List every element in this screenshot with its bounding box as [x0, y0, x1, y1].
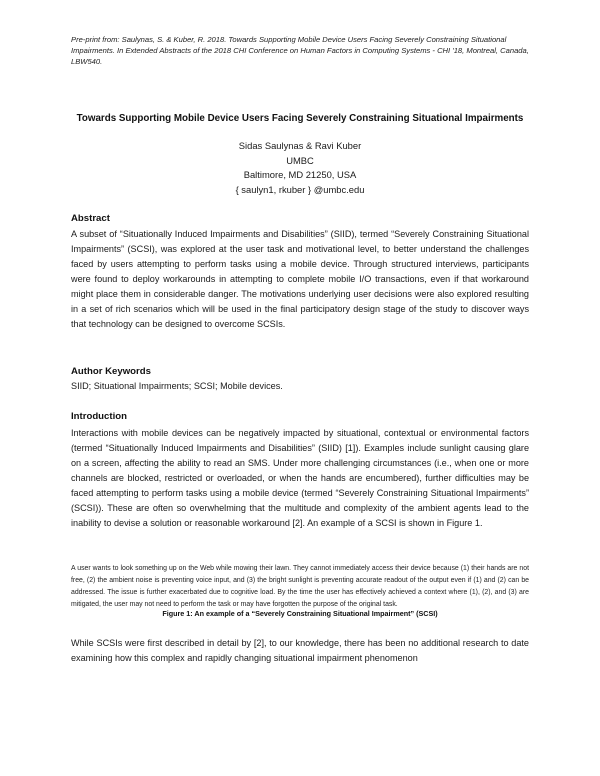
author-block — [0, 139, 600, 197]
introduction-paragraph-1: Interactions with mobile devices can be negatively impacted by situational, contextual or environmental factors (termed “Situationally Induced Impairments and Disabilities” (SIID) [1]). Examples include sunlight causing glare on a screen, affecting the ability to read an SMS. Under more challenging circumstances (i.e., when one or more channels are blocked, restricted or overloaded, or when the hands are encumbered), further difficulties may be faced attempting to perform tasks using a mobile device (termed “Severely Constraining Situational Impairments” (SCSI)). These are often so overwhelming that the multitude and complexity of the ambient agents lead to the inability to devise a solution or reasonable workaround [2]. An example of a SCSI is shown in Figure 1. — [71, 428, 529, 528]
author-location: Baltimore, MD 21250, USA — [243, 169, 357, 180]
introduction-paragraph-2: While SCSIs were first described in detail by [2], to our knowledge, there has been no additional research to date examining how this complex and rapidly changing situational impairment phenomenon — [71, 638, 529, 663]
paper-title: Towards Supporting Mobile Device Users Facing Severely Constraining Situational Impairments — [76, 113, 524, 124]
keywords-text: SIID; Situational Impairments; SCSI; Mobile devices. — [71, 381, 283, 391]
preprint-note: Pre-print from: Saulynas, S. & Kuber, R. 2018. Towards Supporting Mobile Device Users Facing Severely Constraining Situational Impairments. In Extended Abstracts of the 2018 CHI Conference on Human Factors in Computing Systems - CHI '18, Montreal, Canada, LBW540. — [71, 35, 529, 66]
figure-1-caption: Figure 1: An example of a “Severely Constraining Situational Impairment” (SCSI) — [162, 609, 438, 618]
abstract-heading: Abstract — [71, 213, 110, 224]
author-email[interactable]: { saulyn1, rkuber } @umbc.edu — [235, 183, 365, 195]
figure-1-description: A user wants to look something up on the Web while mowing their lawn. They cannot immediately access their device because (1) their hands are not free, (2) the ambient noise is preventing voice input, and (3) the bright sunlight is preventing accurate readout of the output even if (1) and (2) can be addressed. The issue is further exacerbated due to cognitive load. By the time the user has effectively achieved a context where (1), (2), and (3) are mitigated, the user may not need to perform the task or may have forgotten the purpose of the original task. — [71, 565, 529, 608]
author-names: Sidas Saulynas & Ravi Kuber — [238, 140, 362, 151]
keywords-heading: Author Keywords — [71, 366, 151, 377]
introduction-heading: Introduction — [71, 411, 127, 422]
author-institution: UMBC — [286, 154, 314, 166]
abstract-text: A subset of “Situationally Induced Impairments and Disabilities” (SIID), termed “Severely Constraining Situational Impairments” (SCSI), was explored at the user task and motivational level, to better understand the challenges faced by users attempting to perform tasks using a mobile device. Through structured interviews, participants were found to deploy workarounds in attempting to complete mobile I/O transactions, even if that workaround might place them in considerable danger. The motivations underlying user decisions were also explored resulting in a set of rich scenarios which will be used in the final participatory design stage of the study to discover ways that technology can be designed to overcome SCSIs. — [71, 229, 529, 329]
